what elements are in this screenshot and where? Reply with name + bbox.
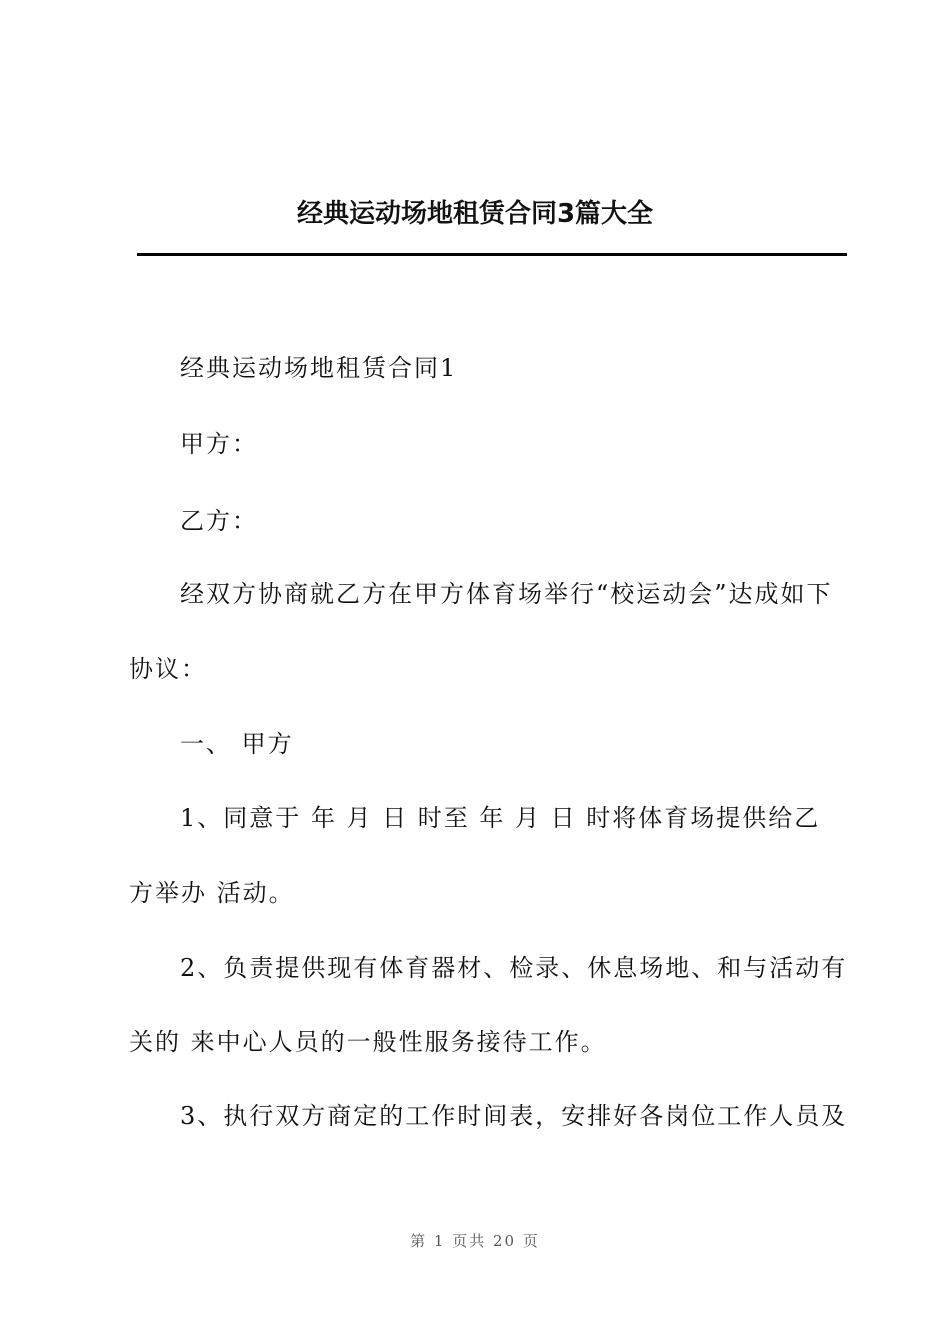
title-divider (137, 253, 847, 256)
paragraph-line: 2、负责提供现有体育器材、检录、休息场地、和与活动有 (180, 954, 848, 982)
paragraph-line: 经双方协商就乙方在甲方体育场举行“校运动会”达成如下 (180, 580, 833, 608)
paragraph-line: 协议： (129, 655, 207, 683)
party-a-line: 甲方： (180, 430, 258, 458)
paragraph-line: 方举办 活动。 (129, 879, 295, 907)
page-number-footer: 第 1 页共 20 页 (410, 1232, 540, 1250)
section-heading: 经典运动场地租赁合同1 (180, 354, 458, 382)
paragraph-line: 关的 来中心人员的一般性服务接待工作。 (129, 1028, 607, 1056)
party-b-line: 乙方： (180, 507, 258, 535)
document-title: 经典运动场地租赁合同3篇大全 (296, 199, 654, 229)
paragraph-line: 1、同意于 年 月 日 时至 年 月 日 时将体育场提供给乙 (180, 804, 821, 832)
clause-heading: 一、 甲方 (180, 730, 294, 758)
paragraph-line: 3、执行双方商定的工作时间表，安排好各岗位工作人员及 (180, 1102, 848, 1130)
